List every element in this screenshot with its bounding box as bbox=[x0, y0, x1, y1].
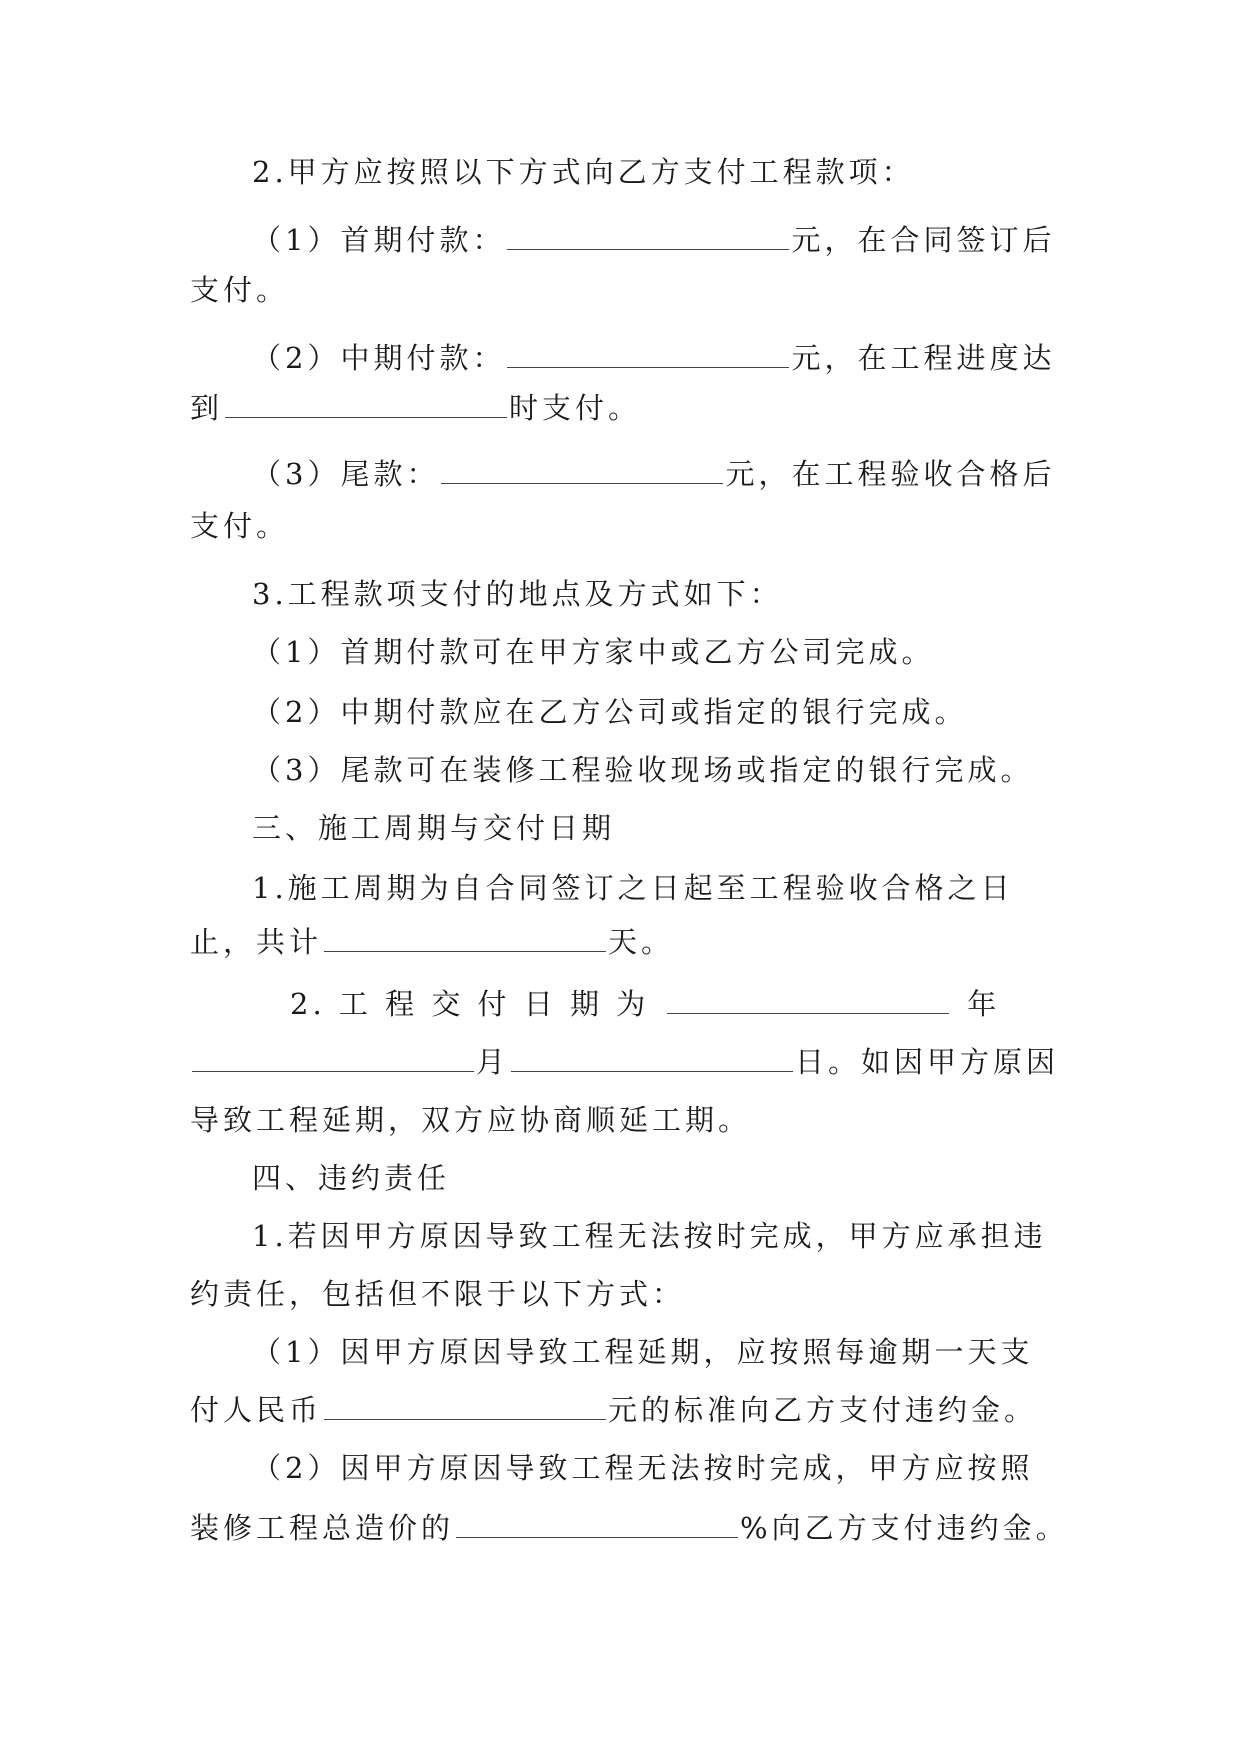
text: 元，在工程验收合格后 bbox=[725, 457, 1056, 491]
payment-location-item-1 bbox=[252, 630, 1112, 674]
breach-item-1 bbox=[252, 1330, 1112, 1374]
text: （1）首期付款： bbox=[252, 223, 506, 257]
blank-line[interactable] bbox=[507, 337, 789, 368]
mid-payment-line bbox=[252, 336, 1112, 380]
payment-method-heading bbox=[252, 150, 1112, 194]
text: 元，在合同签订后 bbox=[791, 223, 1056, 257]
text: 元，在工程进度达 bbox=[791, 341, 1056, 375]
text: 天。 bbox=[608, 925, 675, 959]
breach-item-2-cont bbox=[190, 1506, 1069, 1550]
blank-line[interactable] bbox=[441, 453, 723, 484]
breach-item-2 bbox=[252, 1446, 1112, 1490]
text: 2. 工 程 交 付 日 期 为 bbox=[290, 987, 650, 1021]
text: 支付。 bbox=[190, 509, 290, 543]
delivery-date-line bbox=[290, 982, 1150, 1026]
mid-payment-line-cont bbox=[190, 386, 1050, 430]
text: 约责任，包括但不限于以下方式： bbox=[190, 1277, 686, 1311]
text: （2）中期付款应在乙方公司或指定的银行完成。 bbox=[252, 695, 968, 729]
first-payment-line bbox=[252, 218, 1112, 262]
final-payment-line bbox=[252, 452, 1112, 496]
text: 到 bbox=[190, 391, 224, 425]
breach-item-1-cont bbox=[190, 1388, 1050, 1432]
text: 三、施工周期与交付日期 bbox=[252, 811, 616, 845]
blank-line[interactable] bbox=[511, 1041, 793, 1072]
text: （1）首期付款可在甲方家中或乙方公司完成。 bbox=[252, 635, 935, 669]
blank-line[interactable] bbox=[225, 387, 507, 418]
text: （2）因甲方原因导致工程无法按时完成，甲方应按照 bbox=[252, 1451, 1034, 1485]
text: 付人民币 bbox=[190, 1393, 323, 1427]
text: 年 bbox=[967, 987, 1001, 1021]
delivery-date-line-cont-2 bbox=[190, 1098, 1050, 1142]
delivery-date-line-cont bbox=[190, 1040, 1060, 1084]
blank-line[interactable] bbox=[456, 1507, 738, 1538]
text: （3）尾款： bbox=[252, 457, 440, 491]
text: 2.甲方应按照以下方式向乙方支付工程款项： bbox=[252, 155, 915, 189]
payment-location-item-3 bbox=[252, 748, 1112, 792]
text: 止，共计 bbox=[190, 925, 323, 959]
text: 3.工程款项支付的地点及方式如下： bbox=[252, 577, 783, 611]
first-payment-line-cont bbox=[190, 268, 1050, 312]
breach-line-cont bbox=[190, 1272, 1050, 1316]
text: （2）中期付款： bbox=[252, 341, 506, 375]
text: 日。如因甲方原因 bbox=[795, 1045, 1060, 1079]
text: 元的标准向乙方支付违约金。 bbox=[608, 1393, 1038, 1427]
blank-line[interactable] bbox=[324, 921, 606, 952]
breach-line bbox=[252, 1214, 1112, 1258]
payment-location-heading bbox=[252, 572, 1112, 616]
text: （3）尾款可在装修工程验收现场或指定的银行完成。 bbox=[252, 753, 1034, 787]
section-four-heading bbox=[252, 1156, 1112, 1200]
text: 时支付。 bbox=[509, 391, 642, 425]
blank-line[interactable] bbox=[507, 219, 789, 250]
text: （1）因甲方原因导致工程延期，应按照每逾期一天支 bbox=[252, 1335, 1034, 1369]
blank-line[interactable] bbox=[324, 1389, 606, 1420]
text: 1.施工周期为自合同签订之日起至工程验收合格之日 bbox=[252, 871, 1014, 905]
construction-period-line-cont bbox=[190, 920, 1050, 964]
blank-line[interactable] bbox=[192, 1041, 474, 1072]
text: 支付。 bbox=[190, 273, 290, 307]
text: 1.若因甲方原因导致工程无法按时完成，甲方应承担违 bbox=[252, 1219, 1047, 1253]
payment-location-item-2 bbox=[252, 690, 1112, 734]
text: 月 bbox=[476, 1045, 510, 1079]
final-payment-line-cont bbox=[190, 504, 1050, 548]
text: 装修工程总造价的 bbox=[190, 1511, 455, 1545]
text: 四、违约责任 bbox=[252, 1161, 451, 1195]
blank-line[interactable] bbox=[667, 983, 949, 1014]
text: 导致工程延期，双方应协商顺延工期。 bbox=[190, 1103, 752, 1137]
text: %向乙方支付违约金。 bbox=[740, 1511, 1069, 1545]
construction-period-line bbox=[252, 866, 1112, 910]
section-three-heading bbox=[252, 806, 1112, 850]
